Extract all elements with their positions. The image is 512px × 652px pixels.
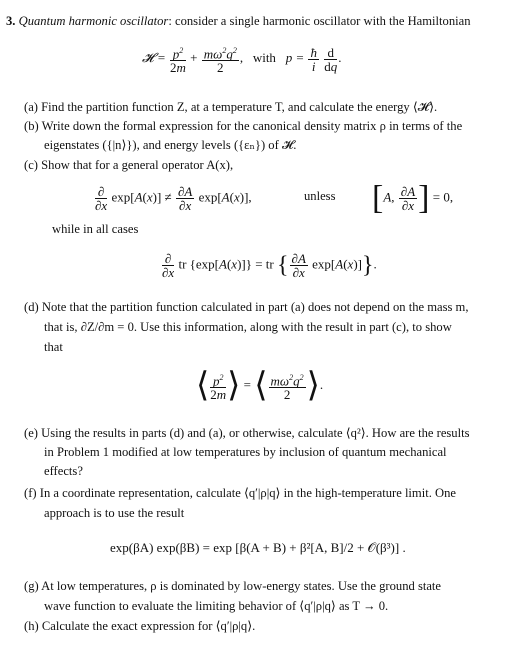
part-d-label: (d) xyxy=(24,300,39,314)
inequality-equation: $\frac{\partial}{\partial x}$ exp[A(x)] ≠ $\frac{\partial A}{\partial x}$ exp[A(x)], xyxy=(95,184,252,213)
derivative-fraction: $\frac{d}{dq}$ xyxy=(324,44,338,74)
part-c-while: while in all cases xyxy=(52,222,139,236)
kinetic-fraction: $\frac{p^2}{2m}$ xyxy=(170,46,186,76)
part-h-label: (h) xyxy=(24,619,39,633)
part-b-line1: (b) Write down the formal expression for the canonical density matrix ρ in terms of the xyxy=(24,119,463,133)
part-d-line1: (d) Note that the partition function calculated in part (a) does not depend on the mass m, xyxy=(24,300,469,314)
part-g-line1: (g) At low temperatures, ρ is dominated by low-energy states. Use the ground state xyxy=(24,579,442,593)
part-e-label: (e) xyxy=(24,426,38,440)
part-c-label: (c) xyxy=(24,158,38,172)
part-f-label: (f) xyxy=(24,486,37,500)
momentum-lhs: p = xyxy=(285,50,305,66)
problem-heading xyxy=(6,13,471,29)
part-e-line2: in Problem 1 modified at low temperatures by inclusion of quantum mechanical xyxy=(44,445,447,459)
hbar-over-i-fraction: $\frac{ħ}{i}$ xyxy=(310,44,317,74)
problem-number: 3. xyxy=(6,14,16,28)
potential-fraction: $\frac{m\omega^2q^2}{2}$ xyxy=(203,46,237,76)
part-d-line3: that xyxy=(44,340,63,354)
bch-formula: exp(βA) exp(βB) = exp [β(A + B) + β²[A, B]/2 + 𝒪(β³)] . xyxy=(110,540,406,555)
with-word: with xyxy=(252,50,276,66)
problem-intro: : consider a single harmonic oscillator with the Hamiltonian xyxy=(168,14,471,28)
part-a xyxy=(24,99,437,115)
part-f-line1: (f) In a coordinate representation, calculate ⟨q′|ρ|q⟩ in the high-temperature limit. One xyxy=(24,486,457,500)
part-a-text: Find the partition function Z, at a temperature T, and calculate the energy ⟨𝓗⟩. xyxy=(41,100,438,114)
expectation-equality: ⟨ $\frac{p^2}{2m}$ ⟩ = ⟨ $\frac{m\omega^2q^2}{2}$ ⟩. xyxy=(196,367,324,405)
hamiltonian-equation: 𝓗 = $\frac{p^2}{2m}$ + $\frac{m\omega^2q^2}{2}$ , with p = $\frac{ħ}{i}$ $\frac{d}{dq}$ . xyxy=(142,44,342,76)
part-b-line2: eigenstates ({|n⟩}), and energy levels ({εₙ}) of 𝓗. xyxy=(44,138,297,152)
commutator-condition: [A, $\frac{\partial A}{\partial x}$ ] = 0, xyxy=(372,179,454,217)
part-f-line2: approach is to use the result xyxy=(44,506,185,520)
part-g-label: (g) xyxy=(24,579,39,593)
part-d-line2: that is, ∂Z/∂m = 0. Use this information, along with the result in part (c), to show xyxy=(44,320,452,334)
part-e-line3: effects? xyxy=(44,464,83,478)
trace-identity: $\frac{\partial}{\partial x}$ tr {exp[A(x)]} = tr { $\frac{\partial A}{\partial x}$ exp[A(x)]}. xyxy=(162,251,377,280)
part-h: (h) Calculate the exact expression for ⟨q′|ρ|q⟩. xyxy=(24,619,256,633)
part-a-label: (a) xyxy=(24,100,38,114)
part-e-line1: (e) Using the results in parts (d) and (a), or otherwise, calculate ⟨q²⟩. How are the results xyxy=(24,426,470,440)
unless-word: unless xyxy=(304,189,336,203)
problem-title: Quantum harmonic oscillator xyxy=(18,14,169,28)
part-g-line2: wave function to evaluate the limiting behavior of ⟨q′|ρ|q⟩ as T → 0. xyxy=(44,599,389,613)
hamiltonian-lhs: 𝓗 = xyxy=(142,50,166,66)
part-b-label: (b) xyxy=(24,119,39,133)
part-c-line1: (c) Show that for a general operator A(x), xyxy=(24,158,234,172)
